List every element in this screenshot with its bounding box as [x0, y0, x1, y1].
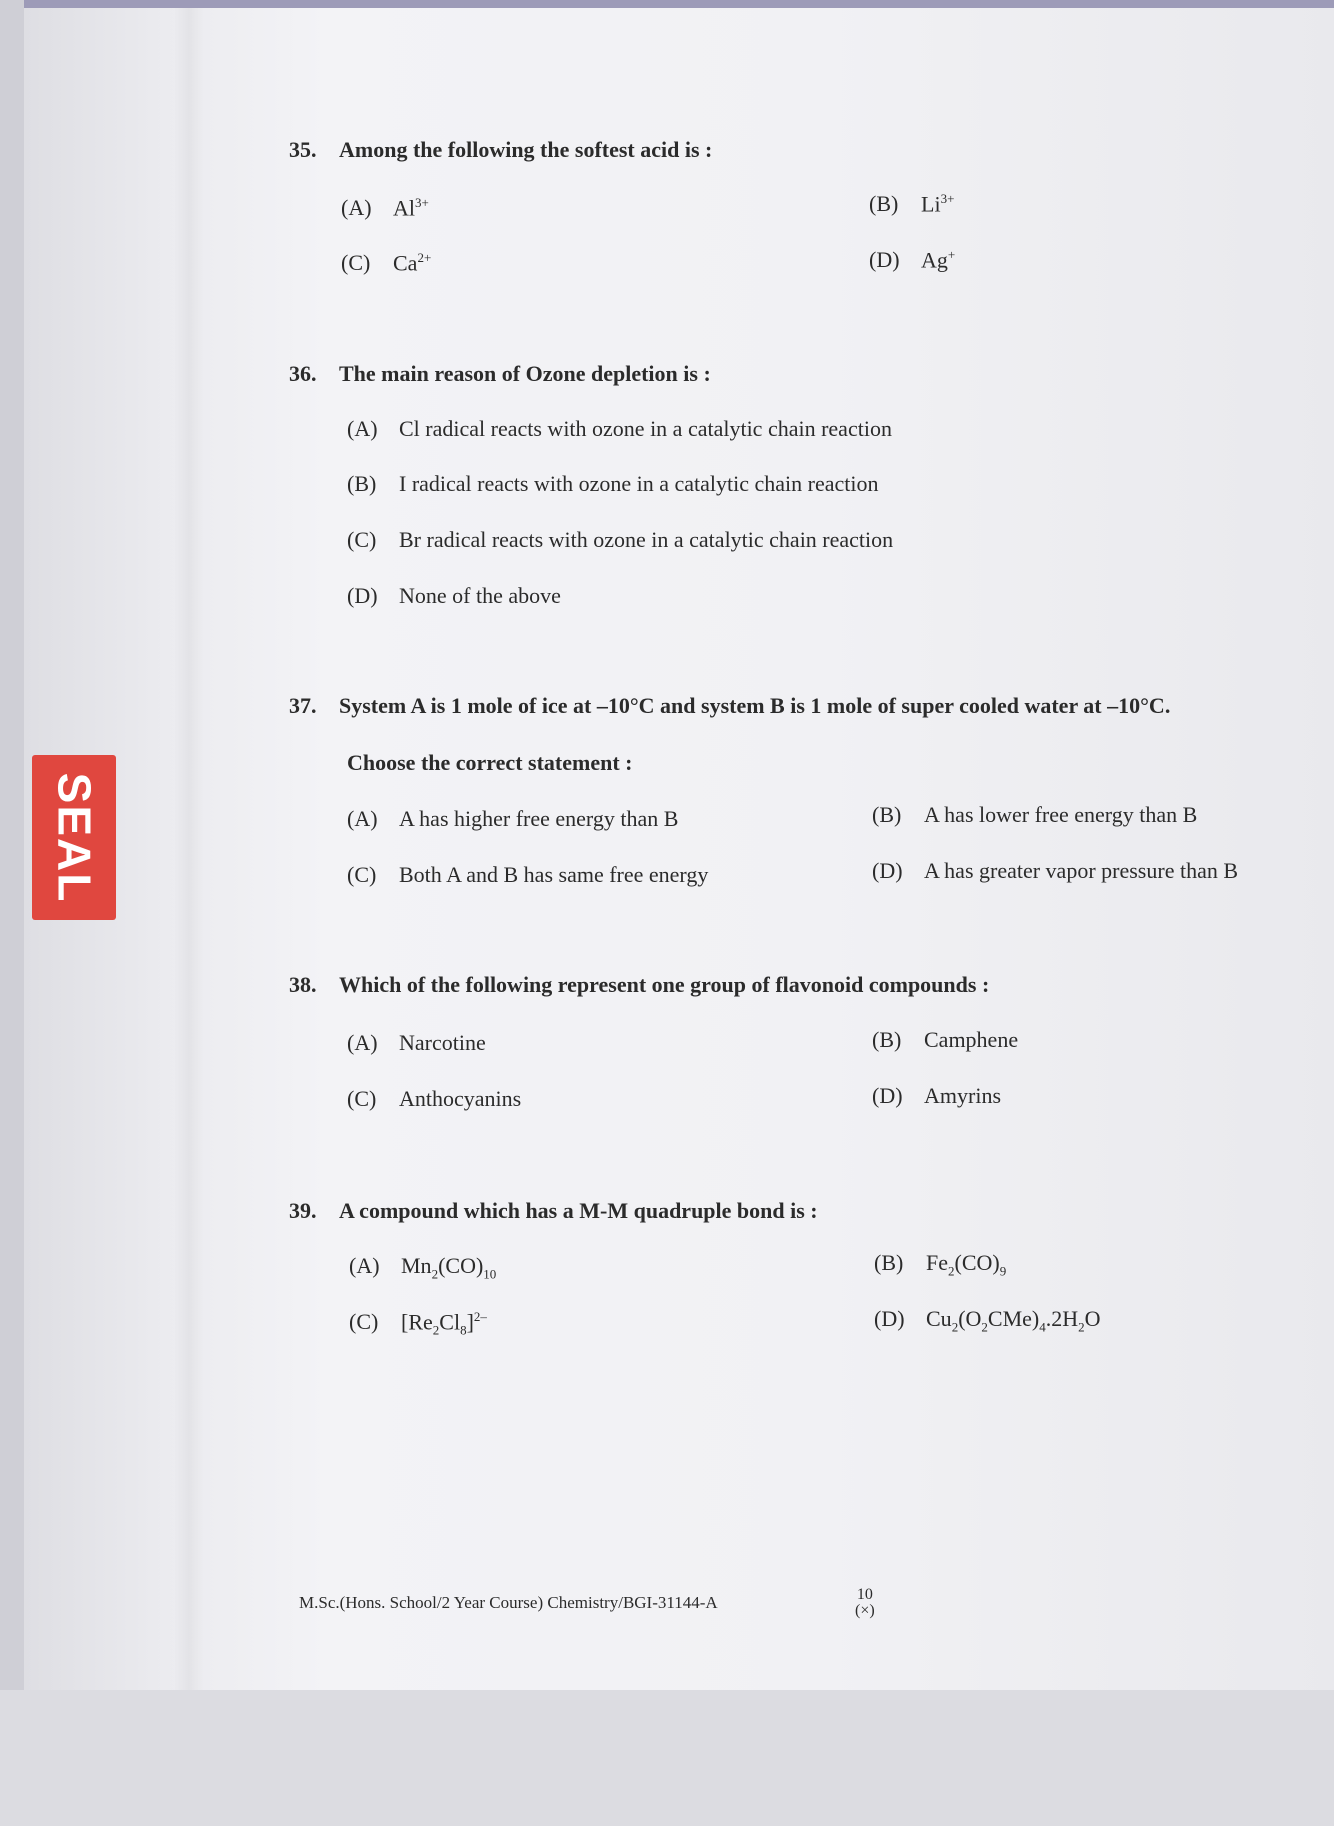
question-35: 35. Among the following the softest acid is :: [289, 137, 713, 162]
question-37: 37. System A is 1 mole of ice at –10°C and system B is 1 mole of super cooled water at –10°C.: [289, 693, 1171, 718]
page-fold-shadow: [174, 8, 204, 1690]
exam-page: [24, 8, 1334, 1690]
option-35-a: (A) $Al^{3+}$: [341, 195, 429, 221]
scanner-background: [0, 1690, 1334, 1826]
option-36-d: (D) None of the above: [347, 583, 561, 608]
question-37-subtext: Choose the correct statement :: [347, 750, 633, 775]
option-36-b: (B) I radical reacts with ozone in a catalytic chain reaction: [347, 471, 879, 496]
seal-label: SEAL: [48, 772, 100, 903]
option-38-c: (C) Anthocyanins: [347, 1086, 522, 1111]
option-38-d: (D) Amyrins: [872, 1083, 1001, 1108]
question-38: 38. Which of the following represent one group of flavonoid compounds :: [289, 972, 990, 997]
option-36-a: (A) Cl radical reacts with ozone in a catalytic chain reaction: [347, 416, 892, 441]
option-37-d: (D) A has greater vapor pressure than B: [872, 858, 1239, 883]
footer-page-number: [855, 1587, 875, 1619]
option-39-b: (B) $Fe_2(CO)_9$: [874, 1250, 1007, 1279]
option-38-a: (A) Narcotine: [347, 1030, 486, 1055]
option-37-a: (A) A has higher free energy than B: [347, 806, 679, 831]
option-37-b: (B) A has lower free energy than B: [872, 802, 1198, 827]
footer-course-code: M.Sc.(Hons. School/2 Year Course) Chemistry/BGI-31144-A: [299, 1593, 718, 1612]
option-39-d: (D) $Cu_2(O_2CMe)_4.2H_2O$: [874, 1306, 1101, 1335]
question-36-text: The main reason of Ozone depletion is :: [339, 361, 711, 386]
option-35-b: (B) $Li^{3+}$: [869, 191, 955, 217]
question-35-text: Among the following the softest acid is :: [339, 137, 713, 162]
page-number: 10: [856, 1586, 873, 1603]
option-38-b: (B) Camphene: [872, 1027, 1019, 1052]
option-39-a: (A) $Mn_2(CO)_{10}$: [349, 1253, 497, 1282]
option-36-c: (C) Br radical reacts with ozone in a catalytic chain reaction: [347, 527, 894, 552]
seal-sticker: [32, 755, 116, 920]
question-39-text: A compound which has a M-M quadruple bond is :: [339, 1198, 818, 1223]
page-mark: (×): [855, 1602, 875, 1619]
option-35-c: (C) $Ca^{2+}$: [341, 250, 432, 276]
question-37-text: System A is 1 mole of ice at –10°C and system B is 1 mole of super cooled water at –10°C.: [339, 693, 1171, 718]
option-37-c: (C) Both A and B has same free energy: [347, 862, 709, 887]
question-39: 39. A compound which has a M-M quadruple bond is :: [289, 1198, 818, 1223]
left-edge-strip: [0, 0, 24, 1826]
question-36: 36. The main reason of Ozone depletion is :: [289, 361, 711, 386]
option-35-d: (D) Ag+: [869, 247, 956, 273]
option-39-c: (C) $[Re_2Cl_8]^{2-}$: [349, 1309, 487, 1338]
question-38-text: Which of the following represent one group of flavonoid compounds :: [339, 972, 990, 997]
